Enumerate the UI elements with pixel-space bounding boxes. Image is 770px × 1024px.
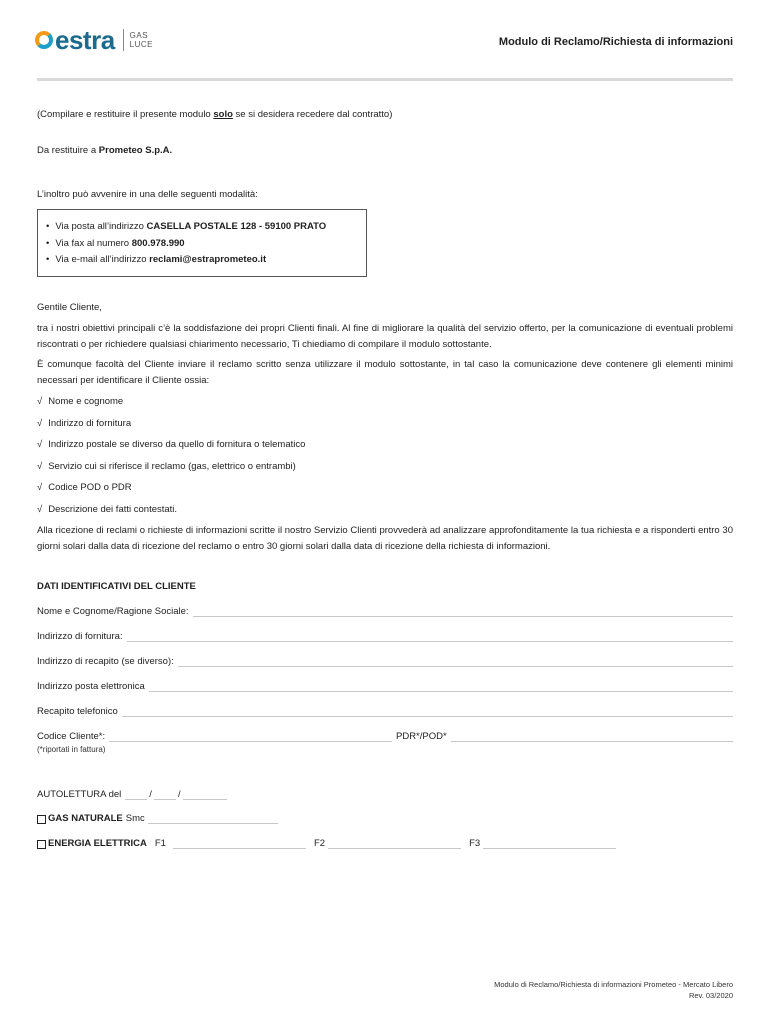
return-prefix: Da restituire a xyxy=(37,145,99,156)
client-data-section-title: DATI IDENTIFICATIVI DEL CLIENTE xyxy=(37,581,196,592)
email-input[interactable] xyxy=(149,682,733,692)
f3-label: F3 xyxy=(469,838,481,849)
mode-email xyxy=(46,252,366,269)
mode-email-prefix: Via e-mail all’indirizzo xyxy=(55,254,150,265)
f3-input[interactable] xyxy=(483,839,616,849)
gas-row xyxy=(37,813,278,824)
required-elements-list xyxy=(37,395,305,524)
invoice-note: (*riportati in fattura) xyxy=(37,745,106,754)
mode-post xyxy=(46,219,366,236)
return-company: Prometeo S.p.A. xyxy=(98,145,173,156)
check-icon: √ xyxy=(37,503,43,515)
mode-post-prefix: Via posta all’indirizzo xyxy=(55,221,147,232)
electric-checkbox[interactable] xyxy=(37,840,46,849)
mode-fax-value: 800.978.990 xyxy=(131,237,185,249)
list-item-label: Nome e cognome xyxy=(48,396,124,407)
client-code-label: Codice Cliente*: xyxy=(37,731,106,742)
pdr-pod-input[interactable] xyxy=(451,732,733,742)
compile-bold: solo xyxy=(213,109,233,120)
list-item-label: Descrizione dei fatti contestati. xyxy=(48,503,178,515)
page-title: Modulo di Reclamo/Richiesta di informazioni xyxy=(498,36,733,48)
email-label: Indirizzo posta elettronica xyxy=(37,681,145,692)
pdr-pod-field[interactable] xyxy=(396,731,733,742)
greeting: Gentile Cliente, xyxy=(37,302,102,313)
gas-label: GAS NATURALE xyxy=(48,813,123,824)
list-item-label: Indirizzo postale se diverso da quello di fornitura o telematico xyxy=(48,439,306,450)
date-separator: / xyxy=(149,789,152,800)
check-icon: √ xyxy=(37,482,43,493)
name-input[interactable] xyxy=(193,607,733,617)
electric-label: ENERGIA ELETTRICA xyxy=(48,838,147,849)
list-item xyxy=(37,460,305,482)
client-code-input[interactable] xyxy=(109,732,392,742)
pdr-pod-label: PDR*/POD* xyxy=(396,731,447,742)
footer xyxy=(494,979,733,1001)
letter-paragraph-2: È comunque facoltà del Cliente inviare il reclamo scritto senza utilizzare il modulo sottostante, in tal caso la comunicazione deve contenere gli elementi minimi necessari per identificare il Cliente ossia: xyxy=(37,359,733,386)
check-icon: √ xyxy=(37,460,43,472)
footer-form-name: Modulo di Reclamo/Richiesta di informazioni Prometeo - Mercato Libero xyxy=(494,980,733,989)
list-item xyxy=(37,438,305,460)
logo-sub-gas: GAS xyxy=(129,31,149,40)
check-icon: √ xyxy=(37,439,43,450)
footer-revision: Rev. 03/2020 xyxy=(688,991,733,1000)
electric-row xyxy=(37,838,616,849)
phone-input[interactable] xyxy=(122,707,733,717)
return-to xyxy=(37,144,172,157)
phone-field[interactable] xyxy=(37,706,733,717)
f2-input[interactable] xyxy=(328,839,461,849)
list-item xyxy=(37,503,305,525)
self-reading-date xyxy=(37,789,227,800)
logo-brand: estra xyxy=(55,25,115,55)
forward-text: L’inoltro può avvenire in una delle seguenti modalità: xyxy=(37,189,258,200)
date-separator: / xyxy=(177,789,181,800)
header-divider xyxy=(37,78,733,81)
mode-email-value[interactable]: reclami@estraprometeo.it xyxy=(149,254,267,265)
letter-paragraph-3: Alla ricezione di reclami o richieste di informazioni scritte il nostro Servizio Clienti provvederà ad analizzare approfonditamente la tua richiesta e a risponderti entro 30 giorni solari dalla data di ricezione del reclamo o entro 30 giorni solari dalla data di ricezione della richiesta di informazioni. xyxy=(37,525,733,552)
phone-label: Recapito telefonico xyxy=(37,706,118,717)
postal-address-field[interactable] xyxy=(37,656,733,667)
supply-address-label: Indirizzo di fornitura: xyxy=(37,631,123,642)
list-item-label: Indirizzo di fornitura xyxy=(48,417,132,429)
self-reading-label: AUTOLETTURA del xyxy=(37,789,122,800)
list-item-label: Codice POD o PDR xyxy=(48,482,132,493)
f2-label: F2 xyxy=(313,838,326,849)
check-icon: √ xyxy=(37,417,43,429)
mode-post-value: CASELLA POSTALE 128 - 59100 PRATO xyxy=(146,221,327,232)
supply-address-field[interactable] xyxy=(37,631,733,642)
logo-sub-luce: LUCE xyxy=(129,40,153,49)
logo-divider xyxy=(123,29,124,51)
modes-box xyxy=(37,209,367,277)
f1-label: F1 xyxy=(154,838,166,849)
logo-subtitle xyxy=(130,31,153,49)
gas-reading-input[interactable] xyxy=(148,814,278,824)
email-field[interactable] xyxy=(37,681,733,692)
client-code-field[interactable] xyxy=(37,731,392,742)
mode-fax xyxy=(46,236,366,253)
supply-address-input[interactable] xyxy=(127,632,733,642)
compile-instruction xyxy=(37,108,392,121)
reading-year-input[interactable] xyxy=(183,790,227,800)
letter-paragraph-1: tra i nostri obiettivi principali c’è la soddisfazione dei propri Clienti finali. Al fine di migliorare la qualità del servizio offerto, per la comunicazione di eventuali problemi riscontrati o per richiedere qualsiasi chiarimento necessario, Ti chiediamo di compilare il modulo sottostante. xyxy=(37,323,733,350)
estra-logo xyxy=(35,27,153,53)
reading-month-input[interactable] xyxy=(154,790,176,800)
postal-address-input[interactable] xyxy=(178,657,733,667)
reading-day-input[interactable] xyxy=(125,790,147,800)
gas-checkbox[interactable] xyxy=(37,815,46,824)
list-item xyxy=(37,417,305,439)
name-field-label: Nome e Cognome/Ragione Sociale: xyxy=(37,606,189,617)
compile-after: se si desidera recedere dal contratto) xyxy=(232,109,393,120)
gas-unit: Smc xyxy=(125,813,145,824)
postal-address-label: Indirizzo di recapito (se diverso): xyxy=(37,656,174,667)
list-item xyxy=(37,481,305,503)
list-item-label: Servizio cui si riferisce il reclamo (gas, elettrico o entrambi) xyxy=(48,460,296,472)
check-icon: √ xyxy=(37,396,43,407)
compile-before: (Compilare e restituire il presente modulo xyxy=(37,109,214,120)
list-item xyxy=(37,395,305,417)
estra-logo-icon xyxy=(35,31,53,49)
f1-input[interactable] xyxy=(173,839,306,849)
mode-fax-prefix: Via fax al numero xyxy=(55,237,132,249)
name-field[interactable] xyxy=(37,606,733,617)
